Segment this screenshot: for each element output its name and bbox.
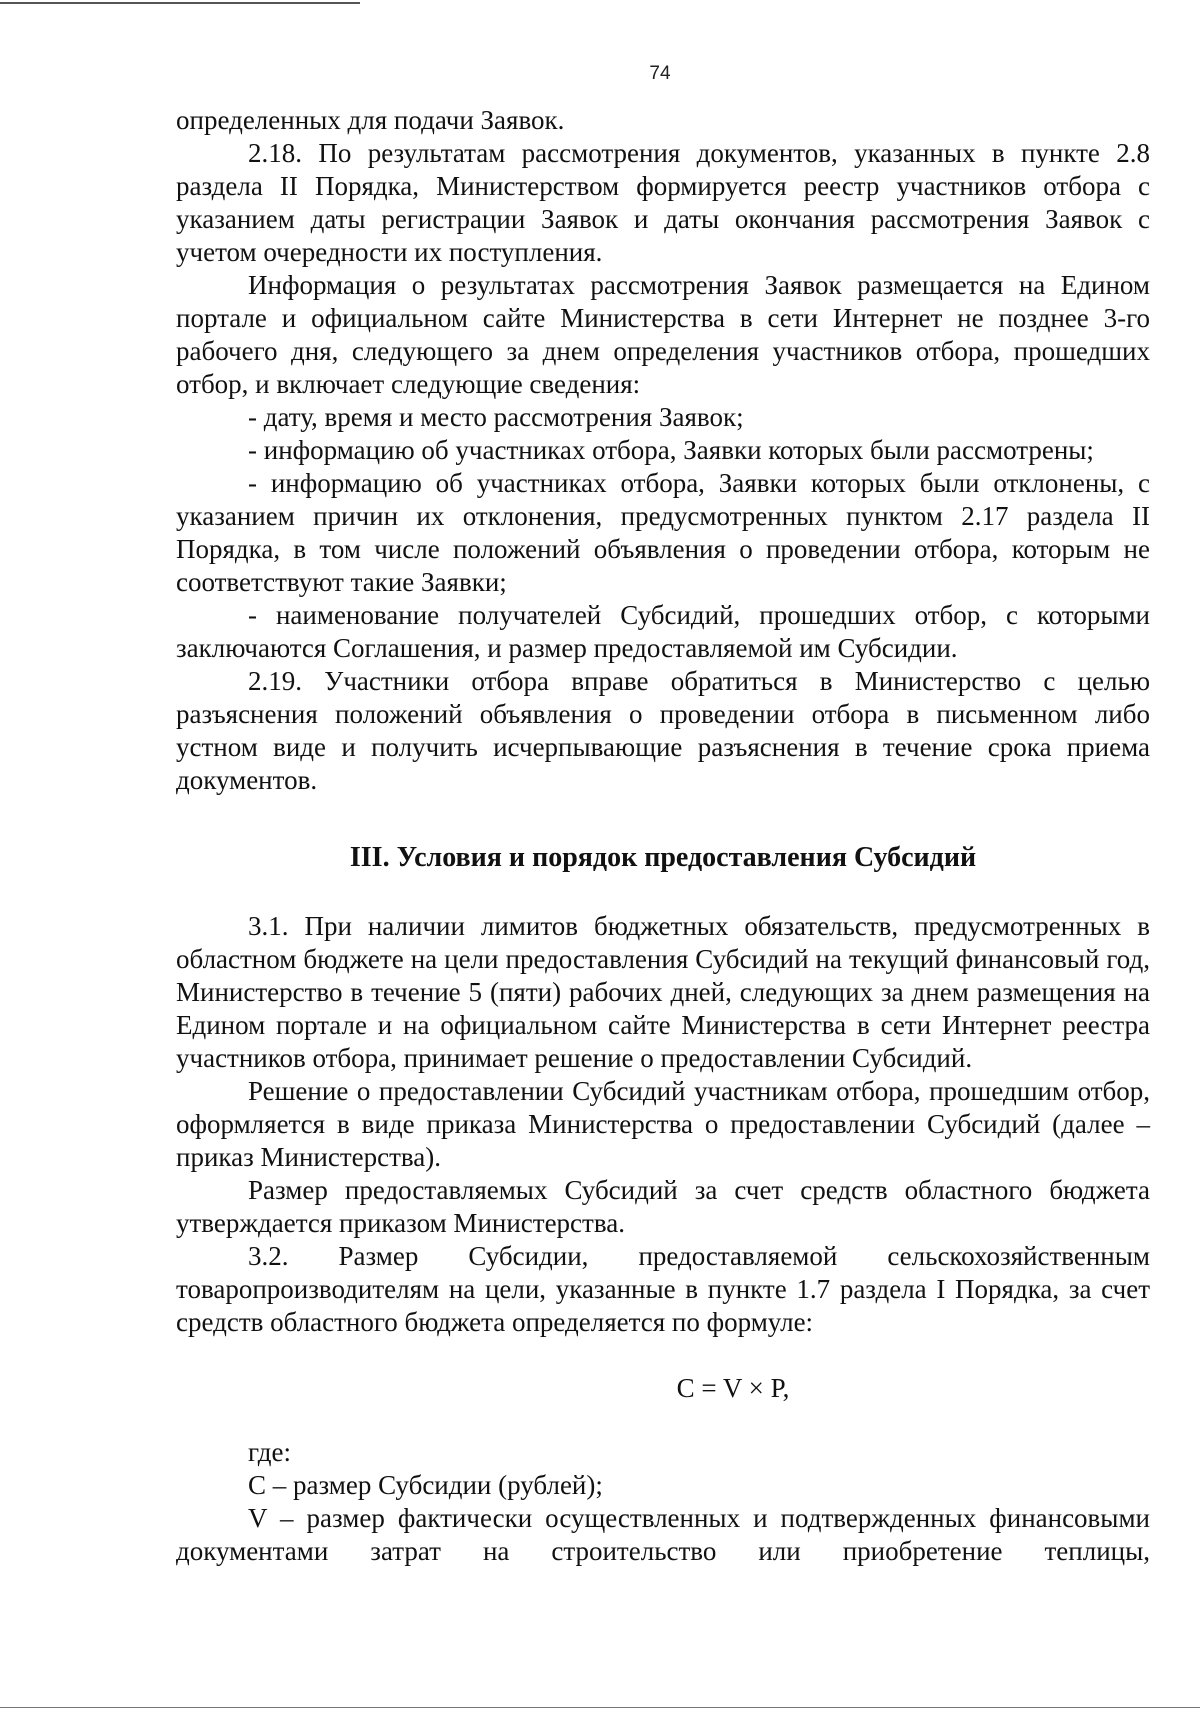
formula: C = V × P, (676, 1373, 790, 1403)
section-heading: III. Условия и порядок предоставления Субсидий (349, 842, 977, 873)
paragraph-3-1: 3.1. При наличии лимитов бюджетных обязательств, предусмотренных в областном бюджете на цели предоставления Субсидий на текущий финансовый год, Министерство в течение 5 (пяти) рабочих дней, следующих за днем размещения на Едином портале и на официальном сайте Министерства в сети Интернет реестра участников отбора, принимает решение о предоставлении Субсидий. (176, 911, 1150, 1073)
list-item: - информацию об участниках отбора, Заявки которых были отклонены, с указанием причин их отклонения, предусмотренных пунктом 2.17 раздела II Порядка, в том числе положений объявления о проведении отбора, которым не соответствуют такие Заявки; (176, 468, 1150, 597)
definition-item: C – размер Субсидии (рублей); (248, 1470, 603, 1500)
paragraph: Размер предоставляемых Субсидий за счет средств областного бюджета утверждается приказом Министерства. (176, 1175, 1150, 1238)
definition-item: V – размер фактически осуществленных и подтвержденных финансовыми документами затрат на строительство или приобретение теплицы, (176, 1503, 1150, 1566)
document-body (176, 104, 1150, 1568)
list-item: - дату, время и место рассмотрения Заявок; (248, 402, 744, 432)
page-number: 74 (649, 63, 671, 84)
paragraph-2-18: 2.18. По результатам рассмотрения документов, указанных в пункте 2.8 раздела II Порядка, Министерством формируется реестр участников отбора с указанием даты регистрации Заявок и даты окончания рассмотрения Заявок с учетом очередности их поступления. (176, 138, 1150, 267)
scan-edge-bottom (0, 1707, 1200, 1708)
list-item: - наименование получателей Субсидий, прошедших отбор, с которыми заключаются Соглашения, и размер предоставляемой им Субсидии. (176, 600, 1150, 663)
where-label: где: (248, 1437, 291, 1467)
paragraph-2-19: 2.19. Участники отбора вправе обратиться в Министерство с целью разъяснения положений объявления о проведении отбора в письменном либо устном виде и получить исчерпывающие разъяснения в течение срока приема документов. (176, 666, 1150, 795)
paragraph-info-results: Информация о результатах рассмотрения Заявок размещается на Едином портале и официальном сайте Министерства в сети Интернет не позднее 3-го рабочего дня, следующего за днем определения участников отбора, прошедших отбор, и включает следующие сведения: (176, 270, 1150, 399)
paragraph: Решение о предоставлении Субсидий участникам отбора, прошедшим отбор, оформляется в виде приказа Министерства о предоставлении Субсидий (далее – приказ Министерства). (176, 1076, 1150, 1172)
paragraph-3-2: 3.2. Размер Субсидии, предоставляемой сельскохозяйственным товаропроизводителям на цели, указанные в пункте 1.7 раздела I Порядка, за счет средств областного бюджета определяется по формуле: (176, 1241, 1150, 1337)
paragraph: определенных для подачи Заявок. (176, 105, 565, 135)
scan-edge-top (0, 2, 360, 4)
list-item: - информацию об участниках отбора, Заявки которых были рассмотрены; (248, 435, 1094, 465)
